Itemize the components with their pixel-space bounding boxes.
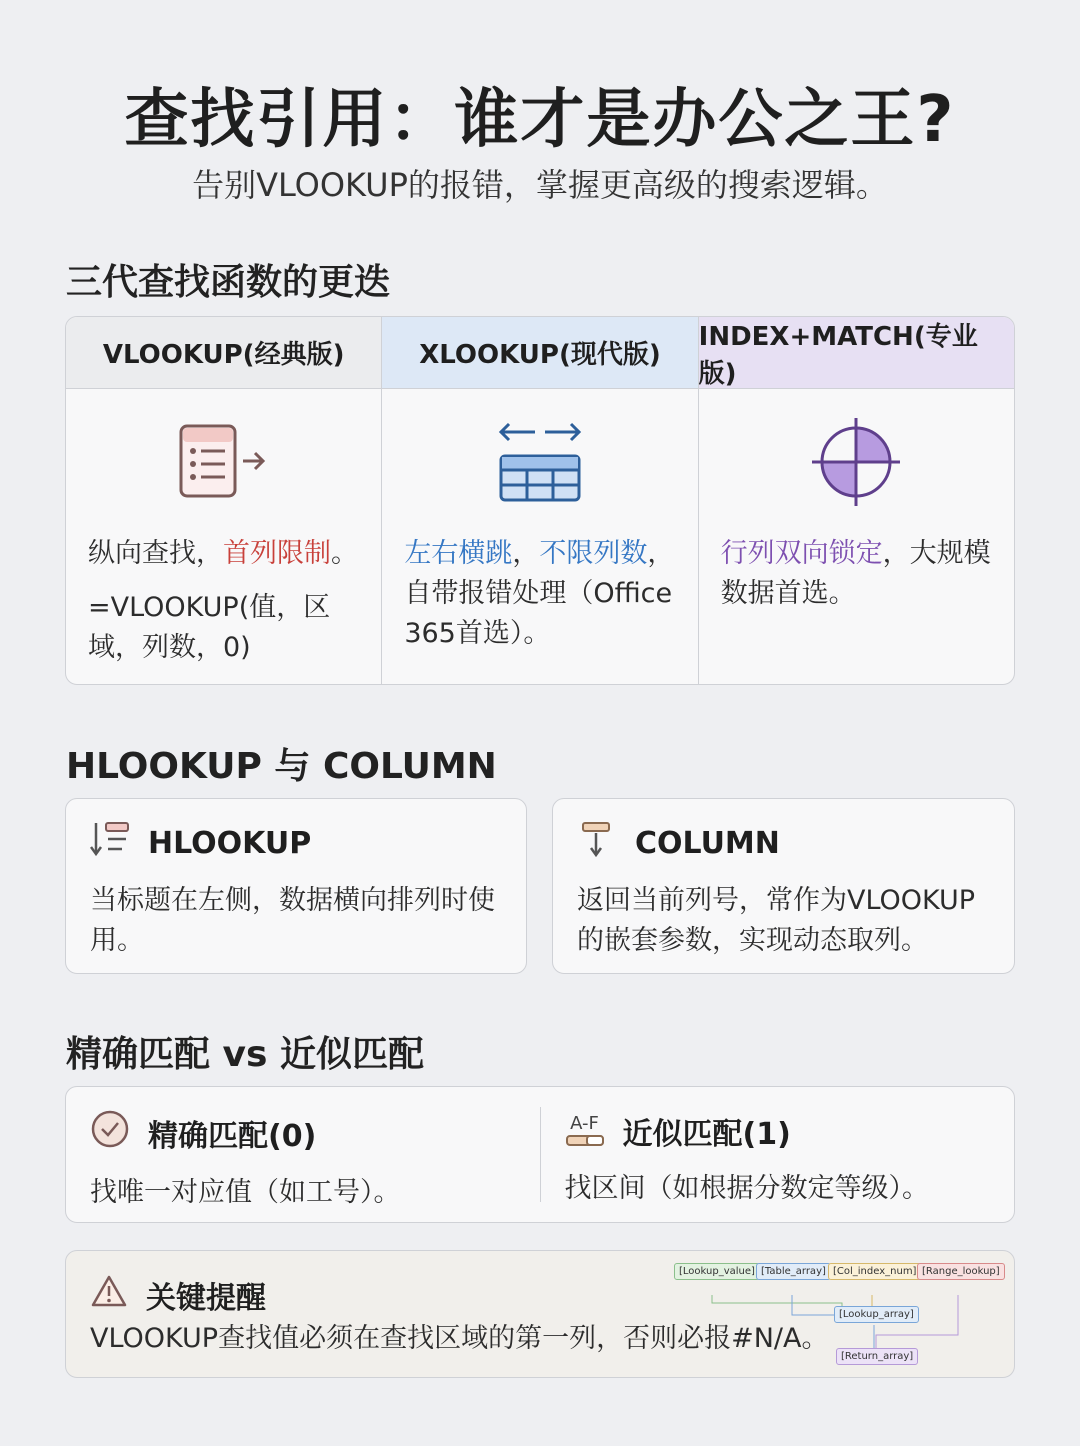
range-icon: A-F (565, 1115, 605, 1147)
warning-icon (90, 1274, 128, 1316)
tag-col-index-num: [Col_index_num] (828, 1263, 921, 1280)
section-title-hlookup-column: HLOOKUP 与 COLUMN (66, 746, 497, 787)
column-header-vlookup: VLOOKUP(经典版) (66, 317, 381, 389)
tag-range-lookup: [Range_lookup] (917, 1263, 1005, 1280)
column-index-match (699, 317, 1014, 684)
column-vlookup (66, 317, 382, 684)
column-card (552, 798, 1015, 974)
section-title-match: 精确匹配 vs 近似匹配 (66, 1034, 424, 1075)
vlookup-description: 纵向查找，首列限制。 (88, 538, 358, 569)
section-title-generations: 三代查找函数的更迭 (66, 262, 391, 303)
tag-lookup-value: [Lookup_value] (674, 1263, 760, 1280)
exact-match-text: 找唯一对应值（如工号）。 (90, 1177, 401, 1208)
hlookup-title: HLOOKUP (148, 825, 312, 861)
warning-title: 关键提醒 (146, 1281, 266, 1316)
crosshair-icon (699, 389, 1014, 534)
tag-table-array: [Table_array] (756, 1263, 831, 1280)
hlookup-card (65, 798, 527, 974)
exact-match-title: 精确匹配(0) (148, 1119, 317, 1154)
approximate-match-text: 找区间（如根据分数定等级）。 (564, 1173, 929, 1204)
column-down-icon (577, 821, 617, 865)
check-circle-icon (90, 1109, 130, 1157)
exact-match (66, 1087, 540, 1222)
list-arrow-icon (66, 389, 381, 534)
tag-lookup-array: [Lookup_array] (834, 1306, 919, 1323)
warning-text: VLOOKUP查找值必须在查找区域的第一列，否则必报#N/A。 (90, 1323, 829, 1354)
column-header-xlookup: XLOOKUP(现代版) (382, 317, 697, 389)
tag-return-array: [Return_array] (836, 1348, 918, 1365)
approximate-match-title: 近似匹配(1) (622, 1117, 791, 1152)
column-title: COLUMN (635, 825, 780, 861)
warning-card (65, 1250, 1015, 1378)
column-header-index-match: INDEX+MATCH(专业版) (699, 317, 1014, 389)
vlookup-formula: =VLOOKUP(值，区域，列数，0) (88, 592, 331, 663)
page-title: 查找引用：谁才是办公之王? (124, 83, 956, 157)
vlookup-highlight: 首列限制 (223, 538, 331, 569)
column-text: 返回当前列号，常作为VLOOKUP的嵌套参数，实现动态取列。 (577, 885, 976, 956)
comparison-table (65, 316, 1015, 685)
approximate-match (541, 1087, 1015, 1222)
table-arrows-icon (382, 389, 697, 534)
page-subtitle: 告别VLOOKUP的报错，掌握更高级的搜索逻辑。 (192, 166, 888, 204)
sort-down-icon (90, 821, 130, 865)
match-card (65, 1086, 1015, 1223)
index-match-description: 行列双向锁定，大规模数据首选。 (720, 538, 991, 609)
hlookup-text: 当标题在左侧，数据横向排列时使用。 (90, 885, 495, 956)
xlookup-description: 左右横跳，不限列数，自带报错处理（Office 365首选）。 (404, 538, 675, 649)
column-xlookup (382, 317, 698, 684)
